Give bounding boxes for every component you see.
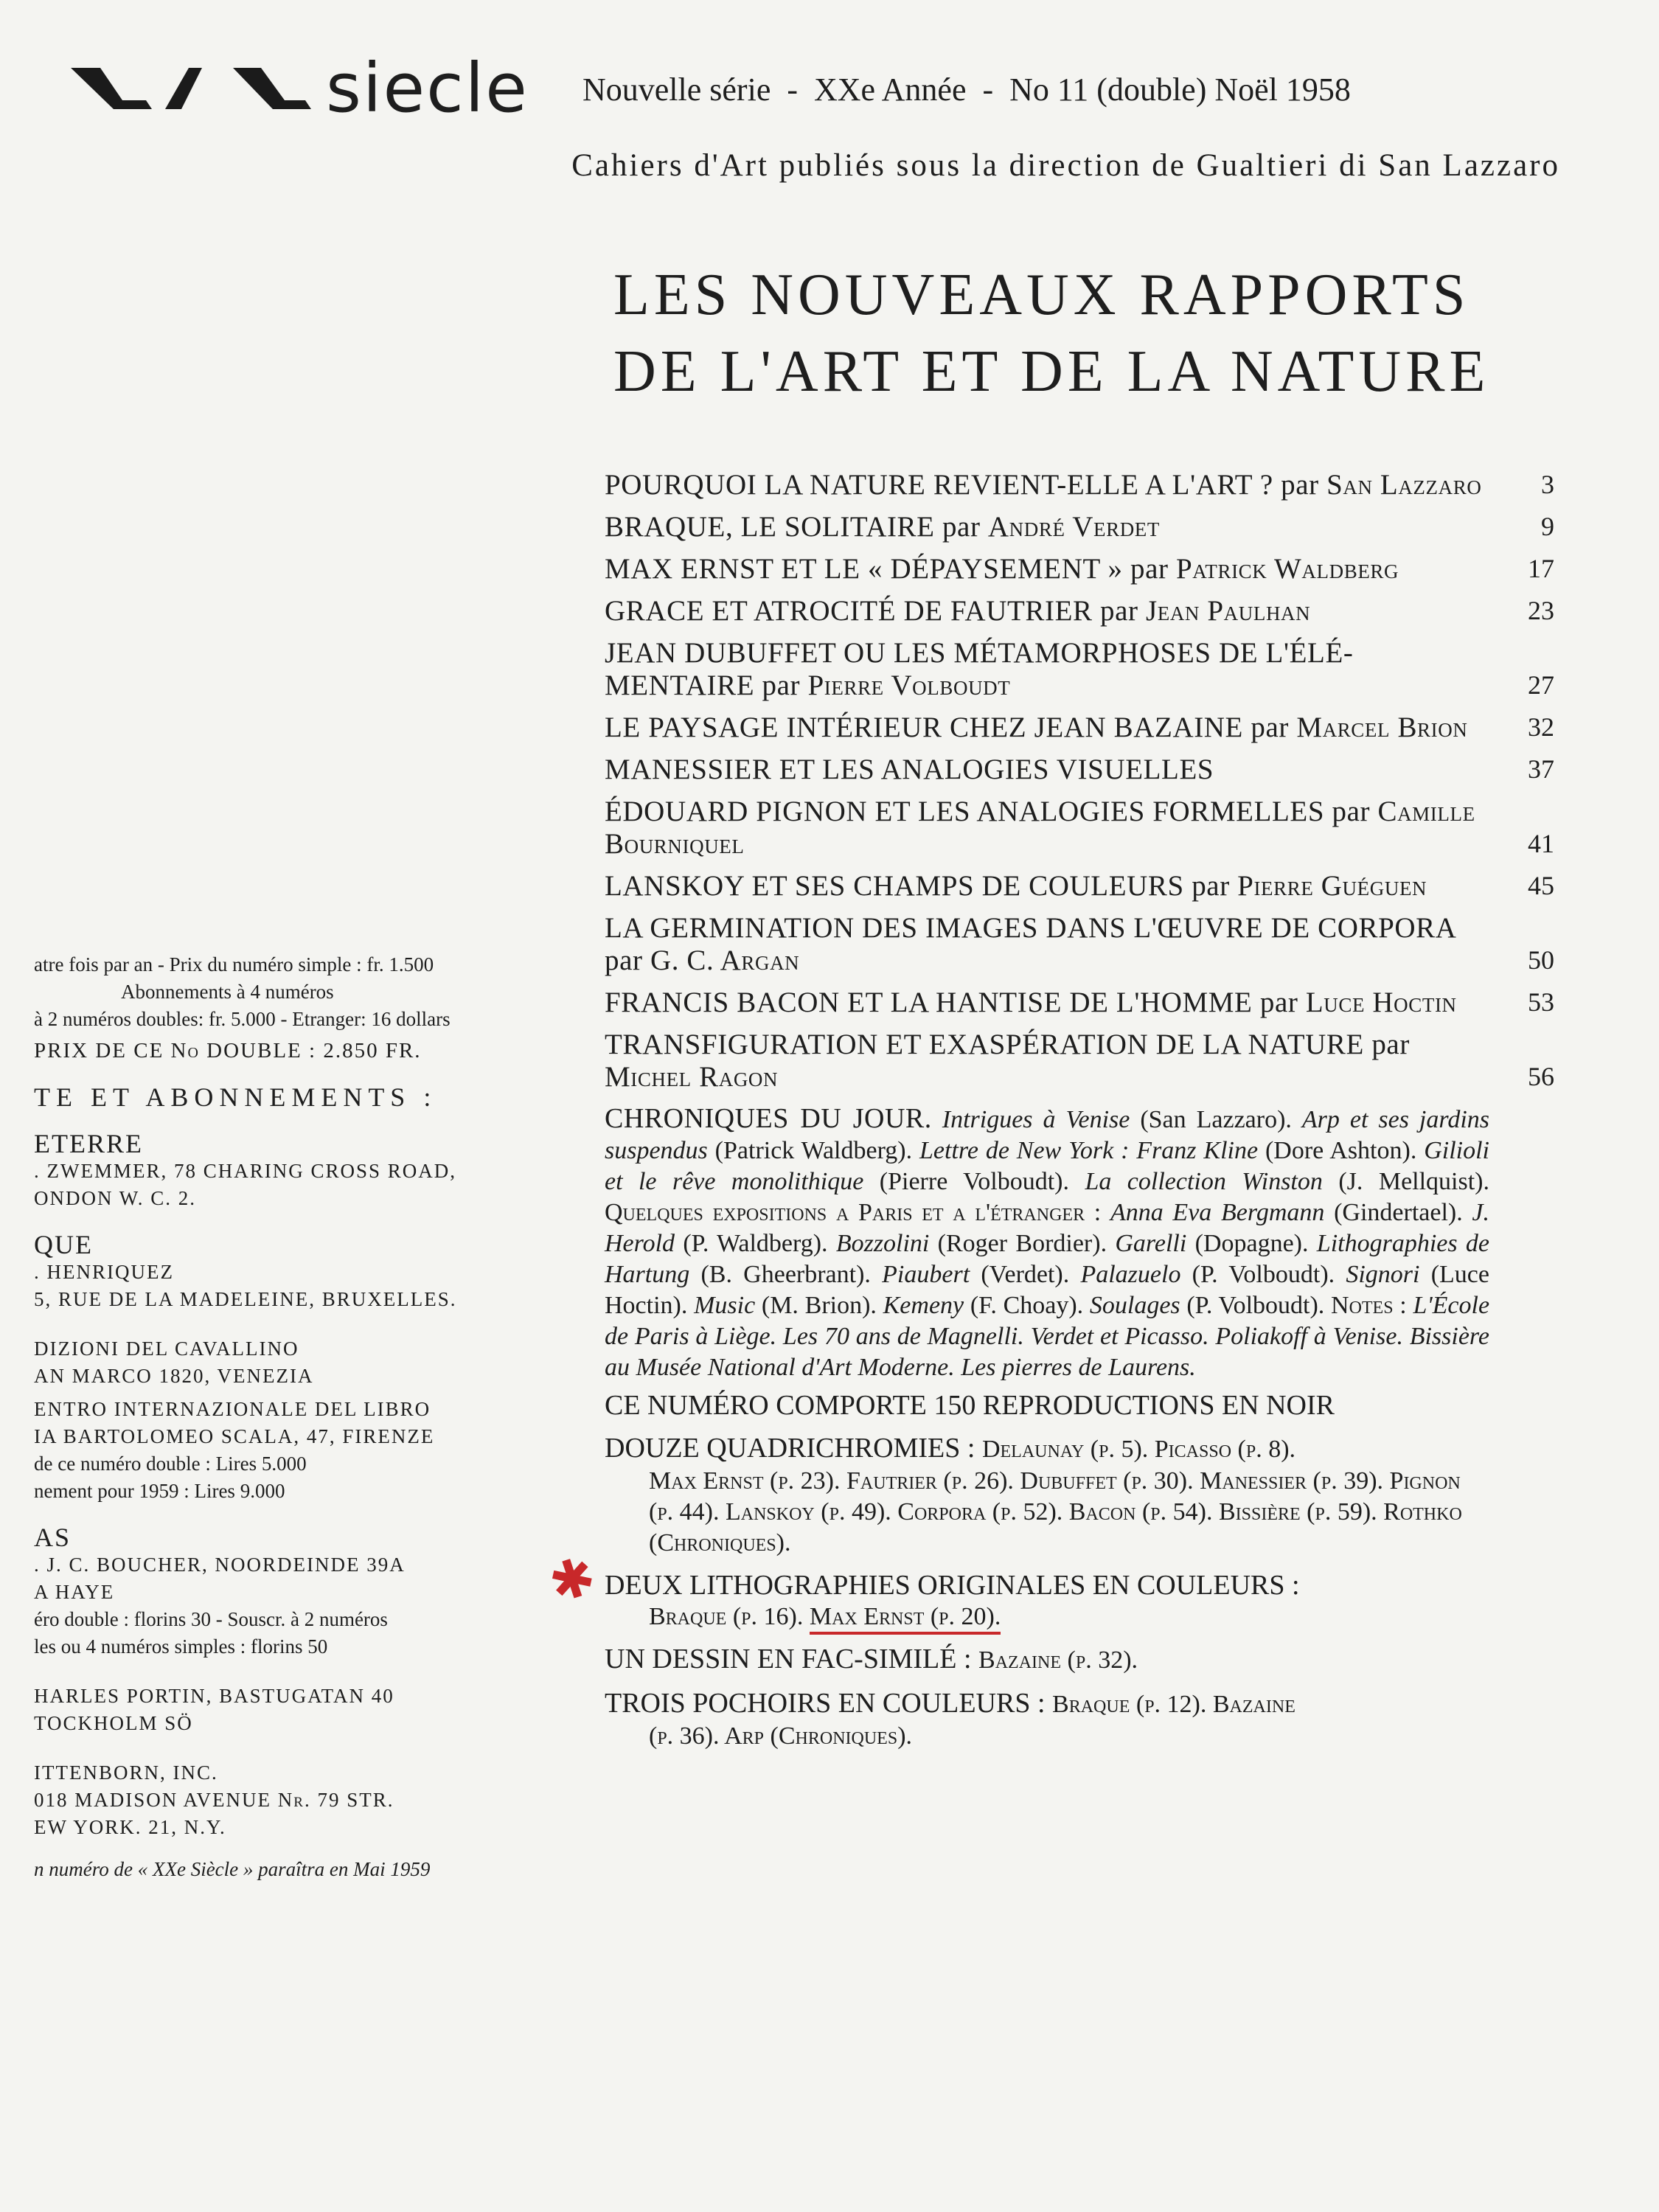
issue-year: XXe Année bbox=[814, 72, 967, 108]
chronique-text: (Gindertael). bbox=[1324, 1199, 1472, 1226]
chronique-title: Signori bbox=[1346, 1261, 1420, 1288]
article-title: TRANSFIGURATION ET EXASPÉRATION DE LA NATURE bbox=[605, 1029, 1364, 1060]
article-title: LA GERMINATION DES IMAGES DANS L'ŒUVRE DE CORPORA bbox=[605, 912, 1455, 944]
quadrichromies-first: Delaunay (p. 5). Picasso (p. 8). bbox=[981, 1436, 1296, 1463]
toc-entry-title bbox=[605, 1029, 1489, 1093]
price-line: à 2 numéros doubles: fr. 5.000 - Etranger: 16 dollars bbox=[34, 1008, 451, 1030]
pochoirs-first: Braque (p. 12). Bazaine bbox=[1052, 1691, 1295, 1718]
chronique-title: Lettre de New York : Franz Kline bbox=[919, 1137, 1259, 1164]
article-title: ÉDOUARD PIGNON ET LES ANALOGIES FORMELLES bbox=[605, 796, 1325, 827]
chronique-text: : bbox=[1393, 1292, 1413, 1319]
page-number: 9 bbox=[1541, 512, 1554, 541]
separator: - bbox=[982, 72, 994, 108]
toc-entry bbox=[605, 595, 1563, 627]
chroniques-body bbox=[605, 1106, 1489, 1381]
chronique-title: La collection Winston bbox=[1085, 1168, 1323, 1195]
article-author: André Verdet bbox=[987, 511, 1160, 543]
toc-entry bbox=[605, 796, 1563, 860]
page-number: 41 bbox=[1528, 829, 1554, 858]
toc-entry-title bbox=[605, 870, 1489, 902]
address-line: DIZIONI DEL CAVALLINO bbox=[34, 1338, 299, 1360]
by-word: par bbox=[942, 511, 981, 543]
toc-entry bbox=[605, 511, 1563, 543]
toc-entry-title bbox=[605, 469, 1489, 501]
by-word: par bbox=[1371, 1029, 1410, 1060]
page-number: 3 bbox=[1541, 470, 1554, 499]
spacer bbox=[34, 1660, 543, 1683]
issue-number: No 11 (double) Noël 1958 bbox=[1009, 72, 1351, 108]
quadrichromies-list: Max Ernst (p. 23). Fautrier (p. 26). Dubuffet (p. 30). Manessier (p. 39). Pignon (p. 44). Lanskoy (p. 49). Corpora (p. 52). Bacon (p. 54). Bissière (p. 59). Rothko (Chroniques). bbox=[649, 1467, 1462, 1557]
headline-line-1: LES NOUVEAUX RAPPORTS bbox=[613, 262, 1470, 327]
issue-series: Nouvelle série bbox=[582, 72, 771, 108]
address-line: EW YORK. 21, N.Y. bbox=[34, 1816, 226, 1838]
chronique-text: (J. Mellquist). bbox=[1322, 1168, 1489, 1195]
toc-entry-title bbox=[605, 511, 1489, 543]
headline-line-2: DE L'ART ET DE LA NATURE bbox=[613, 339, 1490, 404]
address-line: ENTRO INTERNAZIONALE DEL LIBRO bbox=[34, 1398, 431, 1420]
price-line: Abonnements à 4 numéros bbox=[121, 981, 334, 1003]
address-line: 018 MADISON AVENUE Nr. 79 STR. bbox=[34, 1789, 394, 1811]
chronique-title: Palazuelo bbox=[1080, 1261, 1181, 1288]
chronique-text: (San Lazzaro). bbox=[1130, 1106, 1302, 1133]
chronique-title: Bozzolini bbox=[835, 1230, 930, 1257]
red-asterisk-annotation: ✱ bbox=[541, 1543, 603, 1616]
country-heading: AS bbox=[34, 1524, 72, 1551]
toc-entry-title bbox=[605, 754, 1489, 786]
page-number: 17 bbox=[1528, 554, 1554, 583]
table-of-contents bbox=[541, 469, 1563, 1762]
country-heading: ETERRE bbox=[34, 1130, 143, 1158]
lithographies-list bbox=[605, 1601, 1489, 1632]
article-author: Luce Hoctin bbox=[1305, 987, 1457, 1018]
reproductions-total: CE NUMÉRO COMPORTE 150 REPRODUCTIONS EN NOIR bbox=[605, 1390, 1335, 1421]
chronique-title: Anna Eva Bergmann bbox=[1110, 1199, 1325, 1226]
address-line: 5, RUE DE LA MADELEINE, BRUXELLES. bbox=[34, 1288, 457, 1310]
toc-entry bbox=[605, 637, 1563, 702]
chronique-text: (P. Volboudt). bbox=[1180, 1261, 1346, 1288]
by-word: par bbox=[1281, 469, 1319, 501]
toc-entry bbox=[605, 712, 1563, 744]
article-author: Jean Paulhan bbox=[1145, 595, 1311, 627]
chronique-text: : bbox=[1085, 1199, 1110, 1226]
price-line: les ou 4 numéros simples : florins 50 bbox=[34, 1635, 328, 1658]
chronique-text: (Dopagne). bbox=[1186, 1230, 1317, 1257]
article-author: Patrick Waldberg bbox=[1175, 553, 1399, 585]
address-line: HARLES PORTIN, BASTUGATAN 40 bbox=[34, 1685, 394, 1707]
article-author: Pierre Guéguen bbox=[1237, 870, 1427, 902]
page-number: 37 bbox=[1528, 754, 1554, 784]
article-title: LE PAYSAGE INTÉRIEUR CHEZ JEAN BAZAINE bbox=[605, 712, 1243, 743]
xx-logo-mark bbox=[71, 66, 314, 111]
chronique-text: Notes bbox=[1331, 1292, 1394, 1319]
lithographies-label: DEUX LITHOGRAPHIES ORIGINALES EN COULEURS : bbox=[605, 1570, 1300, 1601]
pochoirs-label: TROIS POCHOIRS EN COULEURS : bbox=[605, 1688, 1046, 1719]
article-title: FRANCIS BACON ET LA HANTISE DE L'HOMME bbox=[605, 987, 1253, 1018]
litho-braque: Braque (p. 16). bbox=[649, 1603, 804, 1630]
article-title: BRAQUE, LE SOLITAIRE bbox=[605, 511, 935, 543]
article-author: G. C. Argan bbox=[650, 945, 800, 976]
next-issue-note: n numéro de « XXe Siècle » paraîtra en Mai 1959 bbox=[34, 1858, 431, 1880]
chronique-text: (Patrick Waldberg). bbox=[707, 1137, 919, 1164]
spacer bbox=[34, 1737, 543, 1759]
spacer bbox=[34, 1313, 543, 1335]
page-number: 23 bbox=[1528, 596, 1554, 625]
price-line: éro double : florins 30 - Souscr. à 2 numéros bbox=[34, 1608, 388, 1630]
logo-wordmark: siecle bbox=[326, 49, 529, 128]
article-title: LANSKOY ET SES CHAMPS DE COULEURS bbox=[605, 870, 1184, 902]
chronique-text: (P. Volboudt). bbox=[1180, 1292, 1332, 1319]
chronique-text: (B. Gheerbrant). bbox=[689, 1261, 883, 1288]
country-heading: QUE bbox=[34, 1231, 93, 1259]
address-line: AN MARCO 1820, VENEZIA bbox=[34, 1365, 314, 1387]
article-title: JEAN DUBUFFET OU LES MÉTAMORPHOSES DE L'ÉLÉ-MENTAIRE bbox=[605, 637, 1354, 701]
toc-entry-title bbox=[605, 987, 1489, 1019]
chronique-title: Garelli bbox=[1115, 1230, 1187, 1257]
chronique-text: (Verdet). bbox=[970, 1261, 1081, 1288]
page-number: 50 bbox=[1528, 945, 1554, 975]
toc-entry bbox=[605, 870, 1563, 902]
article-author: Camille Bourniquel bbox=[605, 796, 1475, 860]
quadrichromies-entry bbox=[605, 1432, 1489, 1559]
chronique-text bbox=[932, 1106, 942, 1133]
dessin-body: Bazaine (p. 32). bbox=[978, 1646, 1138, 1674]
toc-entry-title bbox=[605, 796, 1489, 860]
chroniques-label: CHRONIQUES DU JOUR. bbox=[605, 1103, 932, 1134]
issue-line bbox=[582, 69, 1632, 111]
chronique-text: (M. Brion). bbox=[755, 1292, 883, 1319]
address-line: . HENRIQUEZ bbox=[34, 1261, 174, 1283]
chronique-text: (Dore Ashton). bbox=[1258, 1137, 1425, 1164]
chroniques-du-jour bbox=[605, 1103, 1563, 1383]
toc-entry bbox=[605, 553, 1563, 585]
chronique-text: (Roger Bordier). bbox=[929, 1230, 1116, 1257]
reproductions-list bbox=[541, 1389, 1563, 1752]
address-line: . J. C. BOUCHER, NOORDEINDE 39A bbox=[34, 1554, 406, 1576]
chronique-text: (P. Waldberg). bbox=[675, 1230, 836, 1257]
address-line: . ZWEMMER, 78 CHARING CROSS ROAD, bbox=[34, 1160, 457, 1182]
pochoirs-entry bbox=[605, 1687, 1489, 1752]
chronique-title: Gilioli et le rêve monolithique bbox=[605, 1137, 1489, 1195]
chronique-title: Arp et ses jardins suspendus bbox=[605, 1106, 1489, 1164]
page-number: 32 bbox=[1528, 712, 1554, 742]
chronique-text: (F. Choay). bbox=[964, 1292, 1090, 1319]
address-line: ITTENBORN, INC. bbox=[34, 1761, 218, 1784]
quadrichromies-label: DOUZE QUADRICHROMIES : bbox=[605, 1433, 975, 1464]
chronique-title: Music bbox=[694, 1292, 756, 1319]
toc-entry bbox=[605, 912, 1563, 977]
litho-max-ernst-underlined: Max Ernst (p. 20). bbox=[810, 1603, 1001, 1635]
article-author: Marcel Brion bbox=[1296, 712, 1468, 743]
page-number: 53 bbox=[1528, 987, 1554, 1017]
chronique-title: Kemeny bbox=[883, 1292, 964, 1319]
toc-entry-title bbox=[605, 712, 1489, 744]
chronique-title: L'École de Paris à Liège. Les 70 ans de Magnelli. Verdet et Picasso. Poliakoff à Venise. Bissière au Musée National d'Art Moderne. Les pierres de Laurens. bbox=[605, 1292, 1490, 1381]
chronique-title: Piaubert bbox=[882, 1261, 970, 1288]
article-title: GRACE ET ATROCITÉ DE FAUTRIER bbox=[605, 595, 1093, 627]
address-line: IA BARTOLOMEO SCALA, 47, FIRENZE bbox=[34, 1425, 435, 1447]
toc-entry-title bbox=[605, 595, 1489, 627]
lithographies-entry bbox=[541, 1543, 1489, 1632]
chronique-text: Quelques expositions a Paris et a l'étranger bbox=[605, 1199, 1085, 1226]
dessin-label: UN DESSIN EN FAC-SIMILÉ : bbox=[605, 1644, 972, 1674]
article-title: MANESSIER ET LES ANALOGIES VISUELLES bbox=[605, 754, 1214, 785]
by-word: par bbox=[1259, 987, 1298, 1018]
address-line: TOCKHOLM SÖ bbox=[34, 1712, 193, 1734]
by-word: par bbox=[1192, 870, 1230, 902]
address-line: A HAYE bbox=[34, 1581, 115, 1603]
article-title: MAX ERNST ET LE « DÉPAYSEMENT » bbox=[605, 553, 1123, 585]
separator: - bbox=[787, 72, 798, 108]
chronique-text: (Luce Hoctin). bbox=[605, 1261, 1489, 1319]
toc-list bbox=[605, 469, 1563, 1093]
article-author: San Lazzaro bbox=[1326, 469, 1482, 501]
chronique-title: Intrigues à Venise bbox=[942, 1106, 1130, 1133]
by-word: par bbox=[1099, 595, 1138, 627]
chronique-title: Lithographies de Hartung bbox=[605, 1230, 1489, 1288]
dessin-entry bbox=[605, 1643, 1489, 1677]
toc-entry bbox=[605, 469, 1563, 501]
toc-entry bbox=[605, 1029, 1563, 1093]
by-word: par bbox=[1251, 712, 1289, 743]
by-word: par bbox=[1332, 796, 1371, 827]
issue-theme-title bbox=[613, 257, 1565, 410]
subscription-column bbox=[34, 951, 543, 1883]
toc-entry-title bbox=[605, 553, 1489, 585]
article-author: Pierre Volboudt bbox=[807, 669, 1011, 701]
price-line: de ce numéro double : Lires 5.000 bbox=[34, 1453, 307, 1475]
page-number: 45 bbox=[1528, 871, 1554, 900]
price-line: PRIX DE CE No DOUBLE : 2.850 FR. bbox=[34, 1039, 422, 1062]
toc-entry bbox=[605, 987, 1563, 1019]
chronique-title: Soulages bbox=[1089, 1292, 1180, 1319]
masthead-subtitle: Cahiers d'Art publiés sous la direction de Gualtieri di San Lazzaro bbox=[571, 148, 1560, 183]
toc-entry-title bbox=[605, 912, 1489, 977]
chronique-title: J. Herold bbox=[605, 1199, 1490, 1257]
article-title: POURQUOI LA NATURE REVIENT-ELLE A L'ART ? bbox=[605, 469, 1273, 501]
section-heading: TE ET ABONNEMENTS : bbox=[34, 1084, 437, 1111]
by-word: par bbox=[762, 669, 801, 701]
masthead bbox=[71, 49, 1568, 128]
price-line: atre fois par an - Prix du numéro simple : fr. 1.500 bbox=[34, 953, 434, 975]
pochoirs-rest: (p. 36). Arp (Chroniques). bbox=[649, 1722, 913, 1750]
by-word: par bbox=[1130, 553, 1169, 585]
address-line: ONDON W. C. 2. bbox=[34, 1187, 197, 1209]
toc-entry bbox=[605, 754, 1563, 786]
page-number: 56 bbox=[1528, 1062, 1554, 1091]
article-author: Michel Ragon bbox=[605, 1061, 779, 1093]
chronique-text: (Pierre Volboudt). bbox=[863, 1168, 1085, 1195]
by-word: par bbox=[605, 945, 643, 976]
toc-entry-title bbox=[605, 637, 1489, 702]
page-number: 27 bbox=[1528, 670, 1554, 700]
price-line: nement pour 1959 : Lires 9.000 bbox=[34, 1480, 285, 1502]
